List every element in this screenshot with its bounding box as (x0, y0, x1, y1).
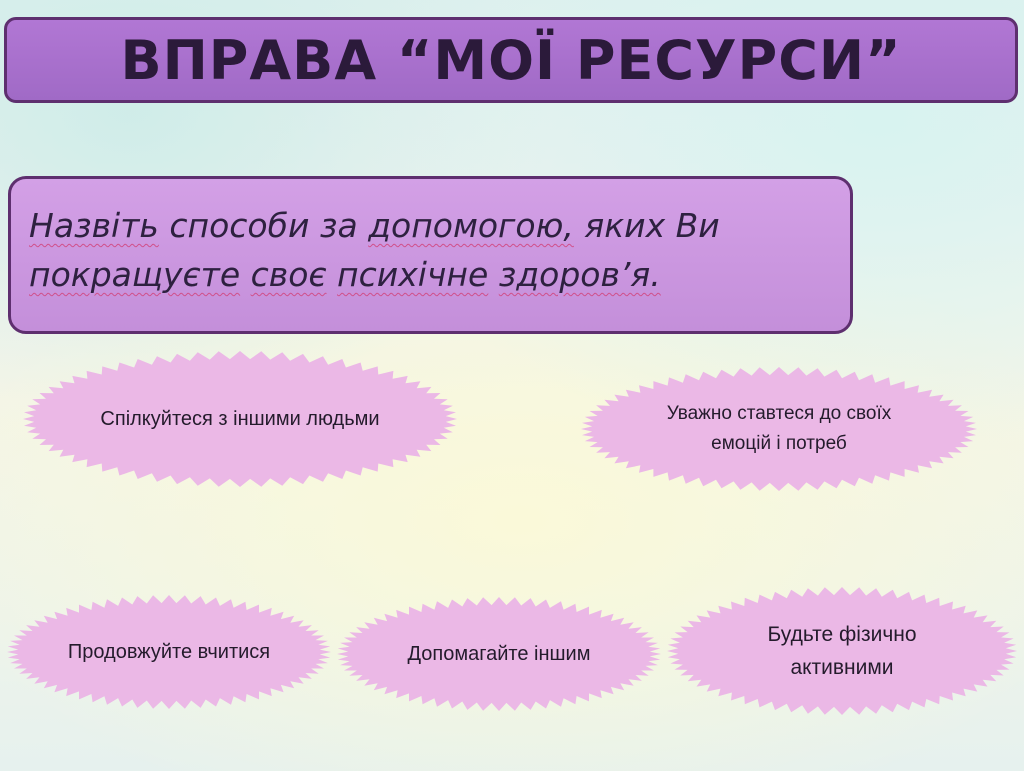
burst-talk-to-people (22, 350, 458, 488)
burst-label: Продовжуйте вчитися (67, 641, 271, 663)
question-word: Назвіть (29, 206, 159, 245)
question-word: психічне (337, 255, 489, 294)
burst-label: Спілкуйтеся з іншими людьми (100, 408, 380, 430)
question-box (8, 176, 853, 334)
question-word: своє (250, 255, 327, 294)
question-word: Ви (675, 206, 720, 245)
burst-label: Уважно ставтеся до своїх емоцій і потреб (666, 403, 892, 454)
question-word: покращуєте (29, 255, 241, 294)
question-word: за (319, 206, 358, 245)
question-word: допомогою, (368, 206, 574, 245)
question-word: яких (584, 206, 666, 245)
question-line-1 (29, 206, 720, 245)
burst-attention-to-emotions (580, 366, 978, 492)
burst-label: Допомагайте іншим (407, 643, 591, 665)
burst-keep-learning (6, 594, 332, 710)
slide-title: ВПРАВА “МОЇ РЕСУРСИ” (120, 28, 902, 92)
question-word: способи (169, 206, 310, 245)
burst-be-active (666, 586, 1018, 716)
burst-label: Будьте фізично активними (767, 623, 917, 679)
burst-help-others (336, 596, 662, 712)
question-line-2 (29, 255, 661, 294)
title-banner (4, 17, 1018, 103)
question-word: здоров’я. (498, 255, 661, 294)
question-text (29, 201, 830, 299)
